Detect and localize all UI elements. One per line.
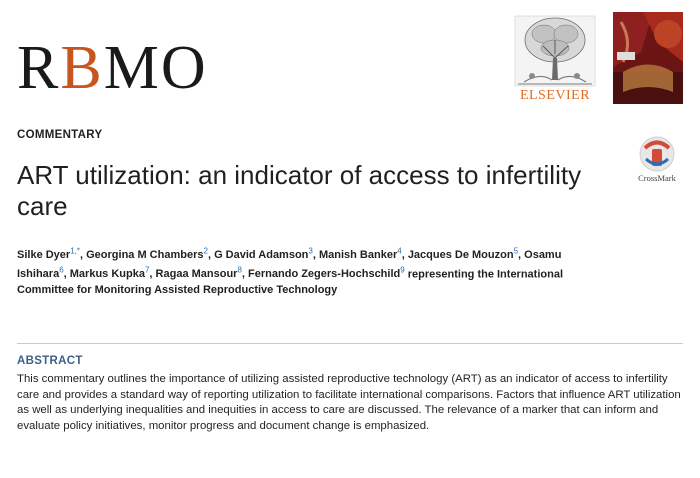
author-affiliation-ref[interactable]: 5: [513, 246, 519, 255]
logo-letters-mo: MO: [103, 34, 208, 102]
author-affiliation-ref[interactable]: 7: [144, 265, 150, 275]
author-name[interactable]: Manish Banker: [318, 248, 398, 261]
author-name[interactable]: Osamu Ishihara: [17, 248, 562, 281]
elsevier-tree-icon: [510, 10, 600, 88]
author-name[interactable]: Silke Dyer: [17, 248, 71, 261]
crossmark-label: CrossMark: [638, 173, 676, 183]
journal-logo: [17, 34, 208, 102]
author-name[interactable]: Markus Kupka: [69, 268, 145, 281]
author-affiliation-ref[interactable]: 1,*: [70, 246, 80, 255]
abstract-heading: ABSTRACT: [17, 355, 83, 367]
author-name[interactable]: Georgina M Chambers: [86, 248, 204, 261]
author-name[interactable]: Jacques De Mouzon: [407, 248, 514, 261]
author-affiliation-ref[interactable]: 3: [308, 246, 313, 255]
author-name[interactable]: Fernando Zegers-Hochschild: [248, 268, 401, 281]
author-affiliation-ref[interactable]: 9: [400, 265, 405, 275]
author-affiliation-ref[interactable]: 8: [237, 265, 242, 275]
author-affiliation-ref[interactable]: 2: [203, 246, 208, 255]
divider: [17, 343, 683, 344]
author-affiliation-ref[interactable]: 4: [397, 246, 402, 255]
author-name[interactable]: G David Adamson: [214, 248, 309, 261]
abstract-text: This commentary outlines the importance of utilizing assisted reproductive technology (ART) as an indicator of access to infertility care and provides a standard way of reporting utilization to facilitate international comparisons. Factors that influence ART utilization as well as underlying inequalities and inequities in access to care are discussed. The relevance of a marker that can inform and evaluate policy initiatives, monitor progress and document change is emphasized.: [17, 373, 681, 432]
author-list: [17, 243, 577, 298]
crossmark-icon: [632, 135, 682, 175]
authors-affiliation-note: representing the International Committee for Monitoring Assisted Reproductive Technology: [17, 268, 564, 297]
elsevier-logo: [510, 10, 600, 105]
section-label: COMMENTARY: [17, 129, 103, 141]
publisher-name: ELSEVIER: [519, 88, 591, 103]
author-affiliation-ref[interactable]: 6: [59, 265, 64, 275]
logo-letter-b: B: [60, 34, 104, 102]
journal-cover-image: [613, 12, 683, 104]
crossmark-badge[interactable]: [632, 135, 682, 185]
logo-letter-r: R: [17, 34, 61, 102]
author-name[interactable]: Ragaa Mansour: [155, 268, 238, 281]
author-names: Silke Dyer$^{1,*}$, Georgina M Chambers$^2$, G David Adamson$^3$, Manish Banker$^4$, Jacques De Mouzon$^5$, Osamu Ishihara$^6$, Markus Kupka$^7$, Ragaa Mansour$^8$, Fernando Zegers-Hochschild$^9$: [17, 246, 562, 281]
article-title: ART utilization: an indicator of access to infertility care: [17, 160, 582, 221]
